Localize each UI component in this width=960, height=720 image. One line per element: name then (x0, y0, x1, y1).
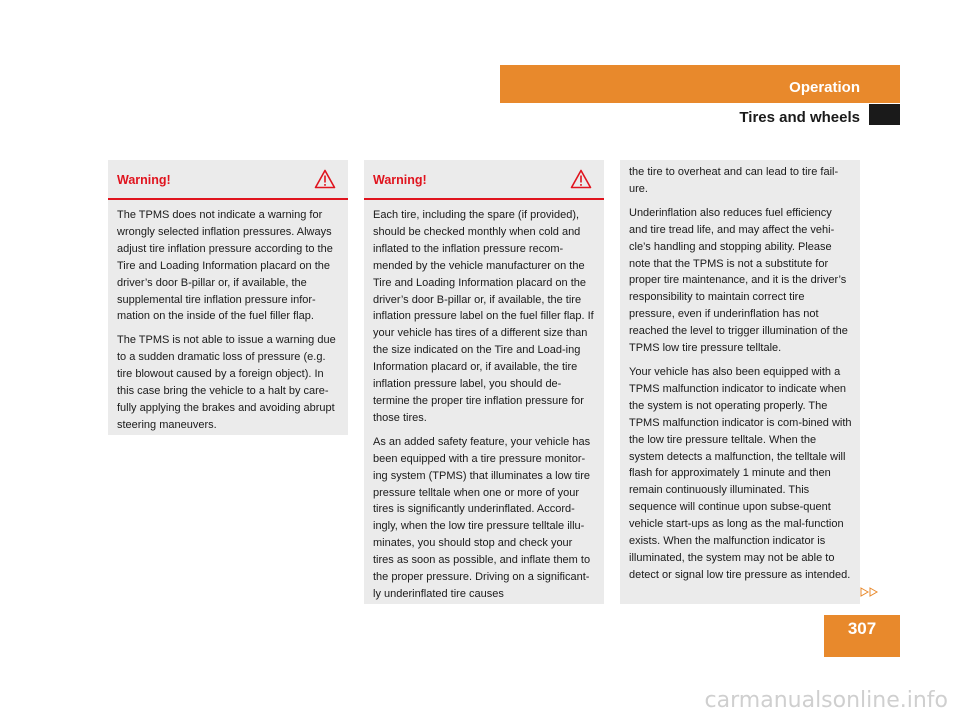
warning-label: Warning! (117, 173, 171, 187)
warning-box-body (364, 200, 604, 620)
watermark (0, 688, 960, 713)
warning-box-body (620, 160, 860, 601)
paragraph: As an added safety feature, your vehicle has been equipped with a tire pressure monitor-ing system (TPMS) that illuminates a low tire pressure telltale when one or more of your tires is significantly underinflated. Accord-ingly, when the low tire pressure telltale illu-minates, you should stop and check your tires as soon as possible, and inflate them to the proper pressure. Driving on a significant-ly underinflated tire causes (373, 435, 591, 600)
subsection-title: Tires and wheels (739, 109, 860, 126)
header-marker-block (869, 104, 900, 125)
paragraph: Each tire, including the spare (if provided), should be checked monthly when cold and inflated to the inflation pressure recom-mended by the vehicle manufacturer on the Tire and Loading Information placard on the driver’s door B-pillar or, if available, the tire inflation pressure label on the fuel filler flap. If your vehicle has tires of a different size than the size indicated on the Tire and Load-ing Information placard or, if available, the tire inflation pressure label, you should de-termine the proper tire inflation pressure for those tires. (373, 209, 594, 424)
paragraph: Underinflation also reduces fuel efficiency and tire tread life, and may affect the vehi-cle’s handling and stopping ability. Please note that the TPMS is not a substitute for proper tire maintenance, and it is the driver’s responsibility to maintain correct tire pressure, even if underinflation has not reached the level to trigger illumination of the TPMS low tire pressure telltale. (629, 206, 848, 355)
warning-box-header (364, 160, 604, 200)
warning-box-body (108, 200, 348, 451)
paragraph: the tire to overheat and can lead to tire fail-ure. (629, 166, 839, 195)
warning-box-continuation (620, 160, 860, 604)
section-header-bar (500, 65, 900, 103)
paragraph: The TPMS does not indicate a warning for wrongly selected inflation pressures. Always adjust tire inflation pressure according to the Tire and Loading Information placard on the driver’s door B-pillar or, if available, the supplemental tire inflation pressure infor-mation on the inside of the fuel filler flap. (117, 209, 333, 323)
paragraph: The TPMS is not able to issue a warning due to a sudden dramatic loss of pressure (e.g. tire blowout caused by a foreign object). In this case bring the vehicle to a halt by care-fully applying the brakes and avoiding abrupt steering maneuvers. (117, 334, 336, 431)
paragraph: Your vehicle has also been equipped with a TPMS malfunction indicator to indicate when the system is not operating properly. The TPMS malfunction indicator is com-bined with the low tire pressure telltale. When the system detects a malfunction, the telltale will flash for approximately 1 minute and then remain continuously illuminated. This sequence will continue upon subse-quent vehicle start-ups as long as the mal-function exists. When the malfunction indicator is illuminated, the system may not be able to detect or signal low tire pressure as intended. (629, 365, 852, 581)
warning-triangle-icon (314, 169, 336, 189)
warning-box-tire-check (364, 160, 604, 604)
warning-box-header (108, 160, 348, 200)
watermark-text: carmanualsonline.info (704, 688, 948, 713)
warning-triangle-icon (570, 169, 592, 189)
page-number: 307 (824, 615, 900, 657)
continue-arrows-icon (860, 586, 880, 598)
warning-box-tpms-limits (108, 160, 348, 435)
warning-label: Warning! (373, 173, 427, 187)
section-title: Operation (789, 79, 860, 96)
